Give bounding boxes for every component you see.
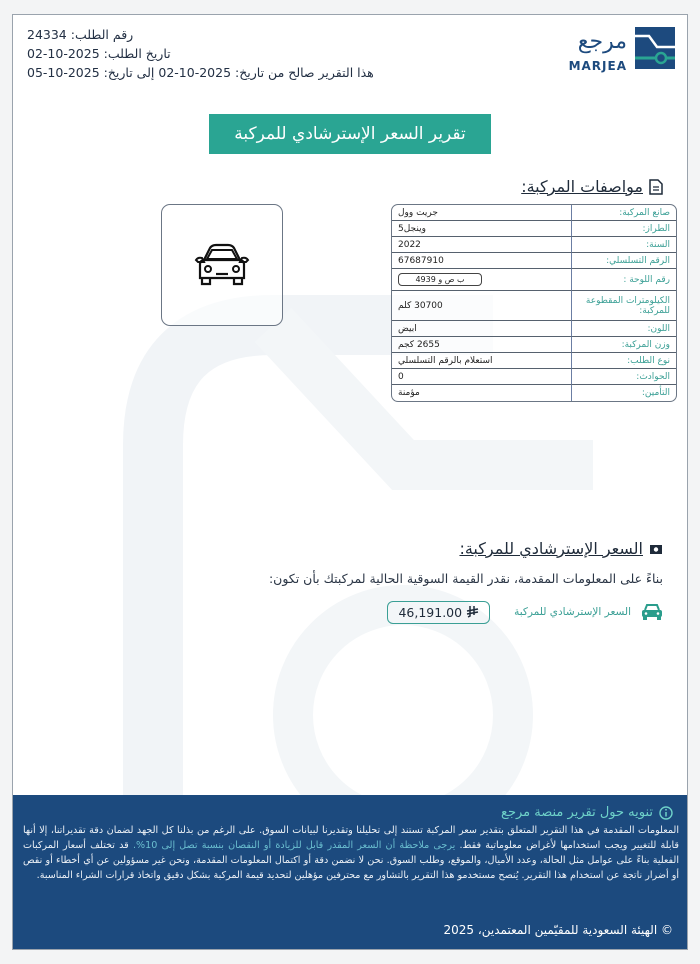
spec-row-model xyxy=(392,221,676,237)
spec-value: ابيض xyxy=(392,321,571,337)
validity-period: هذا التقرير صالح من تاريخ: 2025-10-02 إلى تاريخ: 2025-10-05 xyxy=(27,65,374,80)
notice-text-1: المعلومات المقدمة في هذا التقرير المتعلق بتقدير سعر المركبة تستند إلى تحليلنا وتقديرنا لبيانات السوق. على الرغم من بذلنا كل الجهد لضمان دقة تقديراتنا، إلا أنها قابلة للتغيير ويجب استخدامها لأغراض معلوماتية فقط. xyxy=(23,825,679,851)
info-icon xyxy=(659,806,673,820)
marjea-logo-icon xyxy=(635,27,675,69)
price-value-box xyxy=(387,601,490,624)
spec-row-serial xyxy=(392,253,676,269)
estimated-price-row xyxy=(373,599,663,625)
copyright: © الهيئة السعودية للمقيّمين المعتمدين، 2025 xyxy=(443,923,673,937)
price-title-text: السعر الإسترشادي للمركبة: xyxy=(459,539,643,558)
spec-value: 67687910 xyxy=(392,253,571,269)
spec-label: رقم اللوحة : xyxy=(571,269,676,291)
disclaimer-notice xyxy=(13,795,687,949)
spec-value: وينجل5 xyxy=(392,221,571,237)
logo-english-text: MARJEA xyxy=(568,59,627,73)
car-icon xyxy=(192,242,252,288)
spec-label: الحوادث: xyxy=(571,369,676,385)
riyal-icon xyxy=(466,606,479,618)
spec-label: وزن المركبة: xyxy=(571,337,676,353)
spec-label: الطراز: xyxy=(571,221,676,237)
specs-title-text: مواصفات المركبة: xyxy=(521,177,643,196)
notice-title xyxy=(501,805,673,820)
price-value: 46,191.00 xyxy=(398,604,463,620)
spec-row-weight xyxy=(392,337,676,353)
spec-row-insurance xyxy=(392,385,676,401)
money-icon xyxy=(649,543,663,555)
notice-title-text: تنويه حول تقرير منصة مرجع xyxy=(501,805,653,820)
spec-value: مؤمنة xyxy=(398,388,420,398)
report-page xyxy=(12,14,688,950)
report-title: تقرير السعر الإسترشادي للمركبة xyxy=(209,114,491,154)
request-meta xyxy=(27,25,374,82)
license-plate: ب ص و 4939 xyxy=(398,273,482,286)
price-section-title xyxy=(459,539,663,558)
marjea-logo xyxy=(555,27,675,83)
request-date: تاريخ الطلب: 2025-10-02 xyxy=(27,46,171,61)
spec-value: جريت وول xyxy=(392,205,571,221)
car-icon xyxy=(641,603,663,621)
document-icon xyxy=(649,179,663,195)
price-label: السعر الإسترشادي للمركبة xyxy=(514,606,631,618)
notice-body xyxy=(23,823,679,883)
spec-label: نوع الطلب: xyxy=(571,353,676,369)
spec-row-request-type xyxy=(392,353,676,369)
spec-label: صانع المركبة: xyxy=(571,205,676,221)
notice-text-2: قد تختلف أسعار المركبات الفعلية بناءً على عوامل مثل الحالة، وعدد الأميال، والموقع، وطلب السوق. نحن لا نضمن دقة أو اكتمال المعلومات المقدمة، ونحن غير مسؤولين عن أي أخطاء أو نقص أو أضرار ناتجة عن استخدام هذا التقرير. يُنصح مستخدمو هذا التقرير بالتشاور مع محترفين مؤهلين لتحديد قيمة المركبة بشكل دقيق واتخاذ قرارات الشراء المناسبة. xyxy=(23,840,679,881)
spec-label: اللون: xyxy=(571,321,676,337)
vehicle-image xyxy=(161,204,283,326)
spec-row-plate xyxy=(392,269,676,291)
spec-value: 2655 كجم xyxy=(392,337,571,353)
spec-label: السنة: xyxy=(571,237,676,253)
spec-row-accidents xyxy=(392,369,676,385)
spec-value: 0 xyxy=(392,369,571,385)
spec-row-year xyxy=(392,237,676,253)
spec-label: الرقم التسلسلي: xyxy=(571,253,676,269)
spec-value: 2022 xyxy=(392,237,571,253)
price-intro: بناءً على المعلومات المقدمة، نقدر القيمة السوقية الحالية لمركبتك بأن تكون: xyxy=(268,571,663,586)
notice-highlight: يرجى ملاحظة أن السعر المقدر قابل للزيادة أو النقصان بنسبة تصل إلى 10%. xyxy=(132,840,460,851)
spec-label: التأمين: xyxy=(571,385,676,401)
spec-value: استعلام بالرقم التسلسلي xyxy=(392,353,571,369)
vehicle-specs-table xyxy=(391,204,677,402)
request-number: رقم الطلب: 24334 xyxy=(27,27,134,42)
spec-row-mileage xyxy=(392,291,676,321)
logo-arabic-text: مرجع xyxy=(577,29,627,54)
specs-section-title xyxy=(521,177,663,196)
spec-row-make xyxy=(392,205,676,221)
spec-row-color xyxy=(392,321,676,337)
spec-label: الكيلومترات المقطوعة للمركبة: xyxy=(571,291,676,321)
spec-value: 30700 كلم xyxy=(392,291,571,321)
